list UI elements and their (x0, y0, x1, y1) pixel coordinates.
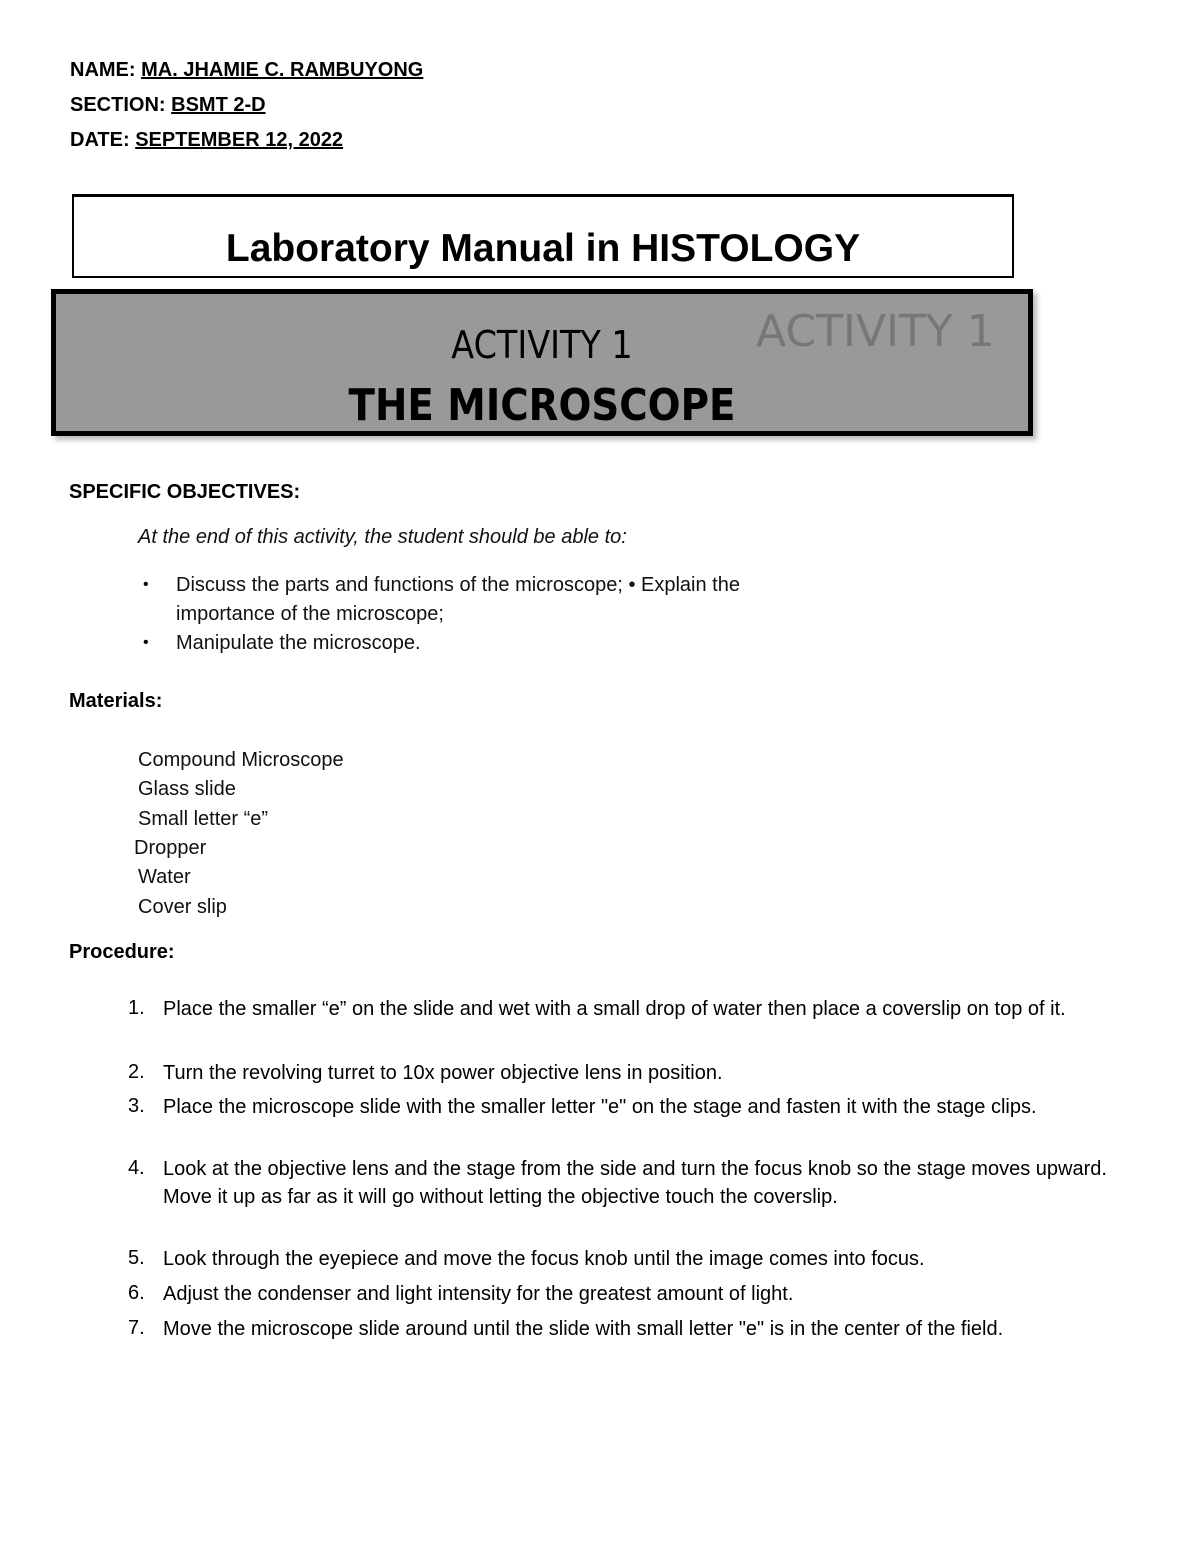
bullet-icon: • (143, 576, 149, 593)
step-text: Adjust the condenser and light intensity for the greatest amount of light. (163, 1283, 794, 1305)
procedure-heading: Procedure: (69, 941, 175, 963)
objectives-heading: SPECIFIC OBJECTIVES: (69, 481, 301, 503)
section-line (70, 94, 266, 117)
objective-item: importance of the microscope; (176, 603, 444, 625)
step-text: Place the smaller “e” on the slide and wet with a small drop of water then place a coverslip on top of it. (163, 998, 1066, 1020)
material-item: Glass slide (138, 778, 236, 800)
date-value: SEPTEMBER 12, 2022 (135, 129, 344, 151)
name-line (70, 59, 423, 82)
activity-title: THE MICROSCOPE (348, 380, 736, 431)
step-number: 4. (128, 1157, 145, 1179)
objectives-intro: At the end of this activity, the student should be able to: (138, 526, 627, 548)
title-box (72, 194, 1014, 278)
step-number: 5. (128, 1247, 145, 1269)
activity-number: ACTIVITY 1 (451, 323, 633, 367)
step-text: Look at the objective lens and the stage from the side and turn the focus knob so the stage moves upward. Move it up as far as it will go without letting the objective touch the coverslip. (163, 1158, 1107, 1208)
step-number: 3. (128, 1095, 145, 1117)
section-value: BSMT 2-D (171, 94, 266, 116)
step-text: Turn the revolving turret to 10x power objective lens in position. (163, 1062, 723, 1084)
name-value: MA. JHAMIE C. RAMBUYONG (141, 59, 424, 81)
activity-banner (51, 289, 1033, 436)
document-title: Laboratory Manual in HISTOLOGY (225, 227, 861, 270)
objective-item: Manipulate the microscope. (176, 632, 421, 654)
step-text: Look through the eyepiece and move the focus knob until the image comes into focus. (163, 1248, 925, 1270)
date-label: DATE: (70, 129, 130, 151)
section-label: SECTION: (70, 94, 166, 116)
step-text: Move the microscope slide around until the slide with small letter "e" is in the center of the field. (163, 1318, 1004, 1340)
name-label: NAME: (70, 59, 136, 81)
date-line (70, 129, 343, 152)
step-number: 2. (128, 1061, 145, 1083)
material-item: Dropper (134, 837, 207, 859)
step-number: 6. (128, 1282, 145, 1304)
activity-ghost-text: ACTIVITY 1 (756, 306, 995, 357)
objective-item: Discuss the parts and functions of the microscope; • Explain the (176, 574, 740, 596)
step-text: Place the microscope slide with the smaller letter "e" on the stage and fasten it with the stage clips. (163, 1096, 1037, 1118)
bullet-icon: • (143, 634, 149, 651)
material-item: Compound Microscope (138, 749, 344, 771)
materials-heading: Materials: (69, 690, 163, 712)
step-number: 1. (128, 997, 145, 1019)
step-number: 7. (128, 1317, 145, 1339)
material-item: Water (138, 866, 191, 888)
material-item: Cover slip (138, 896, 227, 918)
material-item: Small letter “e” (138, 808, 269, 830)
